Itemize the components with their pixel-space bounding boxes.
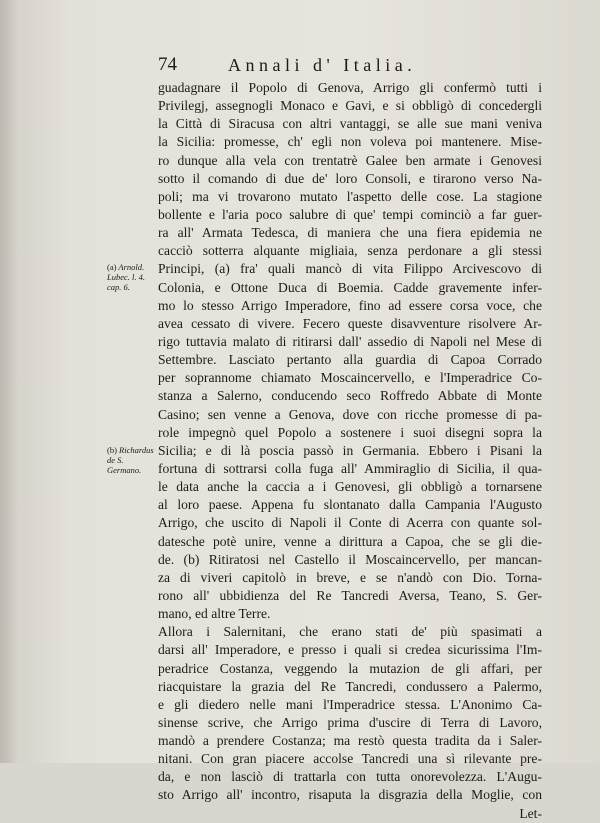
text-line: e gli diedero nelle mani l'Imperadrice stessa. L'Anonimo Ca- xyxy=(158,696,542,712)
text-line: za di viveri capitolò in breve, e se n'andò con Dio. Torna- xyxy=(158,569,542,585)
text-line: la Città di Siracusa con altri vantaggi, se alle sue mani veniva xyxy=(158,116,542,132)
text-line: sotto il comando di due de' loro Consoli, e tirarono verso Na- xyxy=(158,170,542,186)
text-line: da, e non lasciò di trattarla con tutta onorevolezza. L'Augu- xyxy=(158,769,542,785)
margin-note-a xyxy=(107,262,159,292)
text-line: bollente e l'aria poco salubre di que' tempi cominciò a far guer- xyxy=(158,206,542,222)
text-line: cacciò sotterra alquante migliaia, senza perdonare a gli stessi xyxy=(158,243,542,259)
text-line: guadagnare il Popolo di Genova, Arrigo gli confermò tutti i xyxy=(158,80,542,95)
text-line: mandò a prendere Costanza; ma restò questa tradita da i Saler- xyxy=(158,733,542,749)
text-line: rono all' ubbidienza del Re Tancredi Aversa, Teano, S. Ger- xyxy=(158,587,542,603)
running-title: Annali d' Italia. xyxy=(228,55,417,75)
text-line: la Sicilia: promesse, ch' egli non voleva poi mantenere. Mise- xyxy=(158,134,542,150)
text-line: avea cessato di vivere. Fecero queste disavventure risolvere Ar- xyxy=(158,315,542,331)
margin-note-b xyxy=(107,445,159,475)
page-number: 74 xyxy=(158,54,177,75)
text-line: al loro paese. Appena fu slontanato dalla Campania l'Augusto xyxy=(158,497,542,513)
text-line: Allora i Salernitani, che erano stati de' più spasimati a xyxy=(158,624,542,640)
text-line: datesche potè unire, venne a dirittura a Capoa, che se gli die- xyxy=(158,533,542,549)
text-line: de. (b) Ritiratosi nel Castello il Moscaincervello, per mancan- xyxy=(158,551,542,567)
margin-note-text: Arnold. Lubec. l. 4. cap. 6. xyxy=(107,262,146,292)
text-line: darsi all' Imperadore, e presso i quali si credea sicurissima l'Im- xyxy=(158,642,542,658)
text-line: riacquistare la grazia del Re Tancredi, condussero a Palermo, xyxy=(158,678,542,694)
binding-shadow xyxy=(0,0,18,763)
text-line: Arrigo, che uscito di Napoli il Conte di Acerra con quante sol- xyxy=(158,515,542,531)
text-line: Colonia, e Ottone Duca di Boemia. Cadde gravemente infer- xyxy=(158,279,542,295)
text-line: poli; ma vi trovarono mutato l'aspetto delle cose. La stagione xyxy=(158,188,542,204)
text-line: fortuna di sottrarsi colla fuga all' Ammiraglio di Sicilia, il qua- xyxy=(158,460,542,476)
text-line: peradrice Costanza, veggendo la mutazion de gli affari, per xyxy=(158,660,542,676)
text-line: rigo tuttavia malato di ritirarsi dall' assedio di Napoli nel Mese di xyxy=(158,333,542,349)
text-line: le data anche la caccia a i Genovesi, gli obbligò a tornarsene xyxy=(158,479,542,495)
text-line: Settembre. Lasciato pertanto alla guardia di Capoa Corrado xyxy=(158,352,542,368)
text-line: ro dunque alla vela con trentatrè Galee ben armate i Genovesi xyxy=(158,152,542,168)
text-line: sto Arrigo all' incontro, risaputa la disgrazia della Moglie, con xyxy=(158,787,542,803)
text-line: Privilegj, assegnogli Monaco e Gavi, e si obbligò di concedergli xyxy=(158,98,542,114)
text-line: per soprannome chiamato Moscaincervello, e l'Imperadrice Co- xyxy=(158,370,542,386)
text-line: sinense scrive, che Arrigo prima d'uscire di Terra di Lavoro, xyxy=(158,714,542,730)
catchword: Let- xyxy=(519,805,542,821)
text-line: role impegnò quel Popolo a sostenere i suoi disegni sopra la xyxy=(158,424,542,440)
margin-note-tag: (b) xyxy=(107,445,117,455)
text-line: ra all' Armata Tedesca, di maniera che una fiera epidemia ne xyxy=(158,225,542,241)
text-line: Sicilia; e di là poscia passò in Germania. Ebbero i Pisani la xyxy=(158,442,542,458)
margin-note-tag: (a) xyxy=(107,262,117,272)
text-line: mo lo stesso Arrigo Imperadore, fino ad essere corsa voce, che xyxy=(158,297,542,313)
body-text xyxy=(158,79,542,823)
text-line: nitani. Con gran piacere accolse Tancredi una sì rilevante pre- xyxy=(158,751,542,767)
text-line: stanza a Salerno, conducendo seco Roffredo Abbate di Monte xyxy=(158,388,542,404)
page-header xyxy=(158,54,530,76)
text-line: Principi, (a) fra' quali mancò di vita Filippo Arcivescovo di xyxy=(158,261,542,277)
margin-note-text: Richardus de S. Germano. xyxy=(107,445,154,475)
text-line: Casino; sen venne a Genova, dove con ricche promesse di pa- xyxy=(158,406,542,422)
text-line: mano, ed altre Terre. xyxy=(158,606,271,622)
